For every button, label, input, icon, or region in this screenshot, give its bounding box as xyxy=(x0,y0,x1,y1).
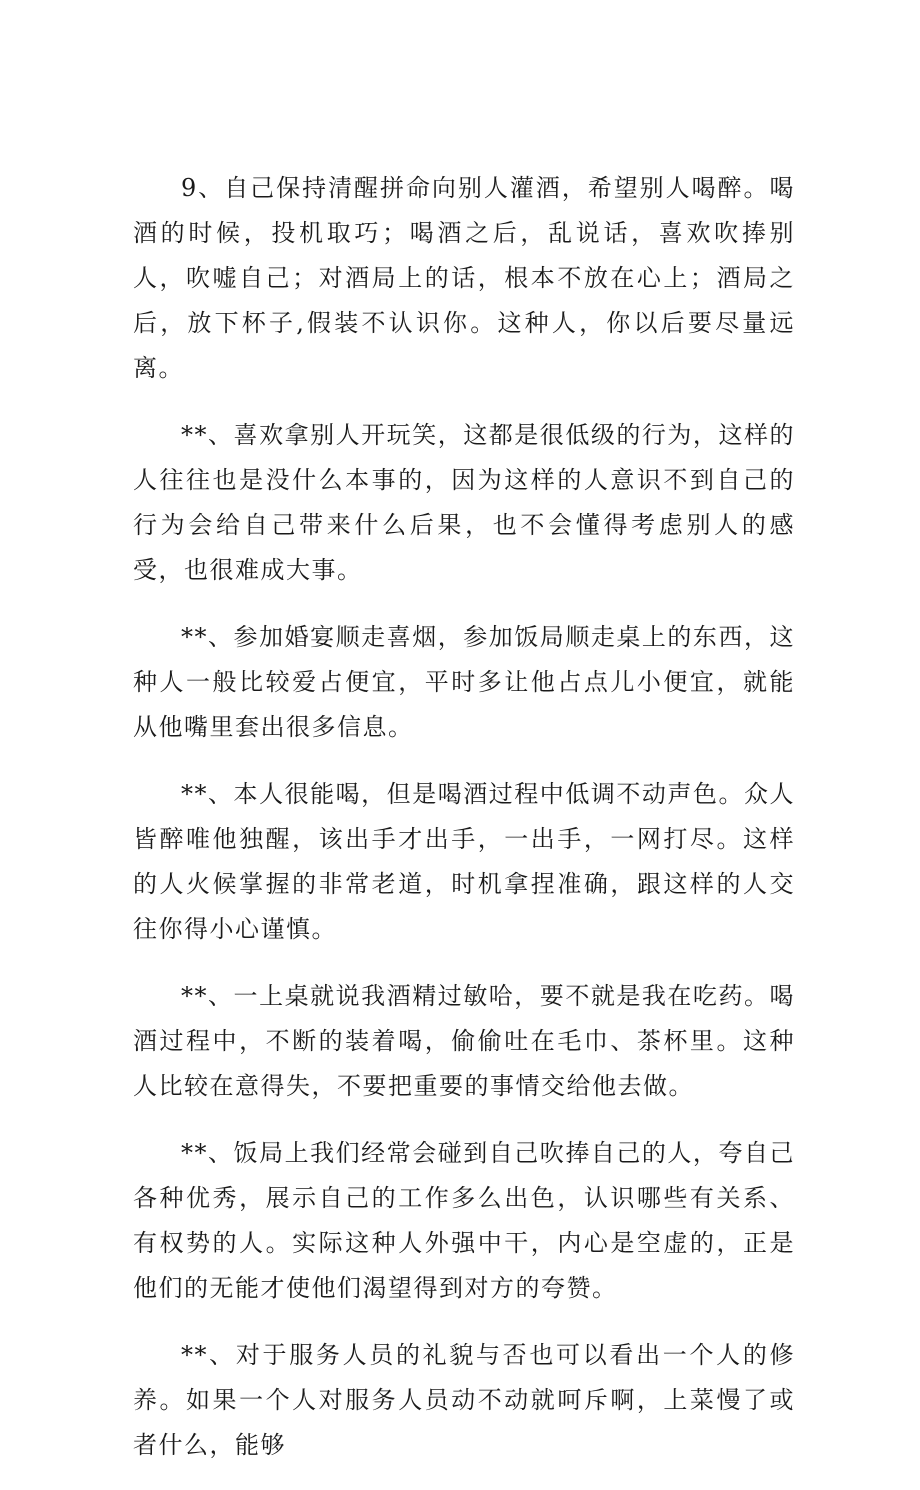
paragraph-joking: **、喜欢拿别人开玩笑，这都是很低级的行为，这样的人往往也是没什么本事的，因为这样的人意识不到自己的行为会给自己带来什么后果，也不会懂得考虑别人的感受，也很难成大事。 xyxy=(133,421,795,584)
paragraph-wedding: **、参加婚宴顺走喜烟，参加饭局顺走桌上的东西，这种人一般比较爱占便宜，平时多让他占点儿小便宜，就能从他嘴里套出很多信息。 xyxy=(133,623,795,741)
paragraph-allergy: **、一上桌就说我酒精过敏哈，要不就是我在吃药。喝酒过程中，不断的装着喝，偷偷吐在毛巾、茶杯里。这种人比较在意得失，不要把重要的事情交给他去做。 xyxy=(133,982,795,1100)
paragraph-self-praise: **、饭局上我们经常会碰到自己吹捧自己的人，夸自己各种优秀，展示自己的工作多么出色，认识哪些有关系、有权势的人。实际这种人外强中干，内心是空虚的，正是他们的无能才使他们渴望得到对方的夸赞。 xyxy=(133,1139,795,1302)
paragraph-service-staff: **、对于服务人员的礼貌与否也可以看出一个人的修养。如果一个人对服务人员动不动就呵斥啊，上菜慢了或者什么，能够 xyxy=(133,1341,795,1459)
document-body xyxy=(133,166,795,1490)
paragraph-9: 9、自己保持清醒拼命向别人灌酒，希望别人喝醉。喝酒的时候，投机取巧；喝酒之后，乱说话，喜欢吹捧别人，吹嘘自己；对酒局上的话，根本不放在心上；酒局之后，放下杯子,假装不认识你。这种人，你以后要尽量远离。 xyxy=(133,174,795,382)
paragraph-heavy-drinker: **、本人很能喝，但是喝酒过程中低调不动声色。众人皆醉唯他独醒，该出手才出手，一出手，一网打尽。这样的人火候掌握的非常老道，时机拿捏准确，跟这样的人交往你得小心谨慎。 xyxy=(133,780,795,943)
